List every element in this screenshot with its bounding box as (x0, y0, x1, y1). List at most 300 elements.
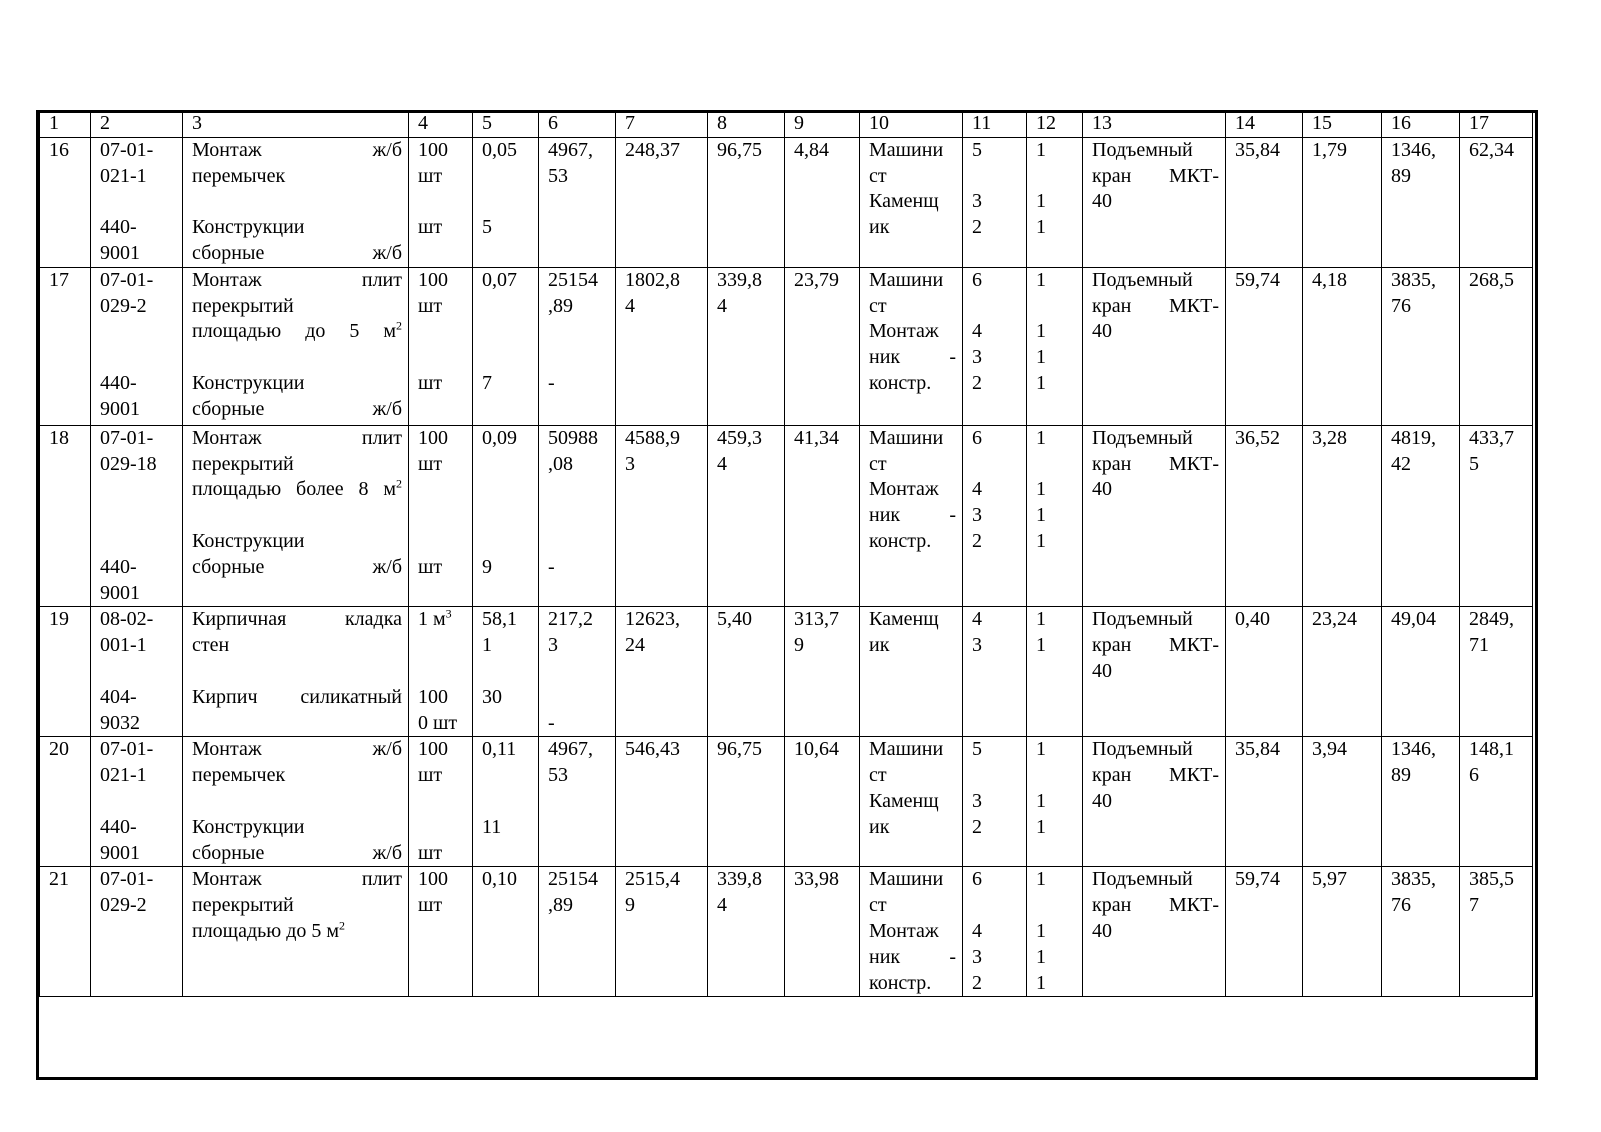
cell-line: - (548, 371, 555, 394)
cell-labor-unit (708, 607, 785, 737)
cell-line: перекрытий (192, 894, 294, 917)
cell-line: 4 (717, 452, 727, 475)
cell-line (1036, 893, 1076, 919)
cell-line: кран МКТ- (1092, 634, 1219, 657)
cell-line (100, 529, 176, 555)
cell-line: 0,07 (482, 268, 517, 291)
cell-grade (963, 737, 1027, 867)
cell-line: Монтаж плит (192, 868, 402, 891)
cell-line: 029-2 (100, 894, 147, 917)
cell-line (418, 529, 466, 555)
cell-line: 1,79 (1312, 138, 1347, 161)
cell-line: 96,75 (717, 138, 762, 161)
cell-num (40, 425, 91, 607)
column-header: 17 (1460, 111, 1533, 138)
cell-line: 33,98 (794, 868, 839, 891)
cell-price (539, 867, 616, 997)
cell-c14 (1226, 425, 1303, 607)
cell-line (100, 477, 176, 503)
cell-line: 3 (972, 789, 982, 812)
cell-line (418, 345, 466, 371)
cell-line: 100 (418, 738, 448, 761)
cell-line: ник - (869, 504, 956, 527)
cell-line: 433,7 (1469, 426, 1514, 449)
cell-line: ст (869, 452, 887, 475)
cell-line: 440- (100, 216, 137, 239)
cell-num (40, 607, 91, 737)
cell-line: кран МКТ- (1092, 764, 1219, 787)
cell-unit (409, 137, 473, 267)
cell-line: 12623, (625, 608, 680, 631)
cell-line (418, 633, 466, 659)
cell-line: 148,1 (1469, 738, 1514, 761)
cell-price (539, 137, 616, 267)
cell-line: 1 (1036, 138, 1046, 161)
cell-line (100, 503, 176, 529)
cell-line: 1 (1036, 346, 1046, 369)
cell-line: 71 (1469, 634, 1489, 657)
cell-cost (616, 267, 708, 425)
cell-line: 08-02- (100, 608, 154, 631)
cell-c14 (1226, 607, 1303, 737)
cell-line: 1 (1036, 190, 1046, 213)
cell-line: ик (869, 815, 890, 838)
cell-line (548, 685, 609, 711)
cell-line: констр. (869, 371, 932, 394)
cell-cost (616, 607, 708, 737)
cell-line: 1346, (1391, 738, 1436, 761)
cell-line: 1 (1036, 608, 1046, 631)
cell-line: 58,1 (482, 608, 517, 631)
cell-line: ст (869, 164, 887, 187)
cell-line: ст (869, 894, 887, 917)
cell-labor-unit (708, 425, 785, 607)
cell-line: 7 (482, 371, 492, 394)
cell-line: 23,79 (794, 268, 839, 291)
cell-line: 9 (482, 555, 492, 578)
cell-line: 2 (972, 529, 982, 552)
cell-c14 (1226, 267, 1303, 425)
column-header: 2 (91, 111, 183, 138)
cell-line: 2849, (1469, 608, 1514, 631)
cell-grade (963, 267, 1027, 425)
cell-c17 (1460, 737, 1533, 867)
cell-line: 440- (100, 555, 137, 578)
column-header: 12 (1027, 111, 1083, 138)
cell-line: 3835, (1391, 268, 1436, 291)
cell-line: 3 (972, 945, 982, 968)
cell-profession (860, 267, 963, 425)
cell-line: 1802,8 (625, 268, 680, 291)
cell-line: перекрытий (192, 452, 294, 475)
cell-line: 339,8 (717, 268, 762, 291)
cell-line: Машини (869, 268, 944, 291)
cell-name (183, 737, 409, 867)
cell-line: 9032 (100, 711, 140, 734)
cell-c16 (1382, 607, 1460, 737)
cell-line: площадью более 8 $м^2$ (192, 476, 402, 501)
cell-line: 3 (625, 452, 635, 475)
cell-line: 53 (548, 764, 568, 787)
cell-line: 50988 (548, 426, 598, 449)
cell-line: Кирпич силикатный (192, 685, 402, 708)
cell-line (548, 529, 609, 555)
cell-line: констр. (869, 971, 932, 994)
cell-line: 76 (1391, 294, 1411, 317)
cell-line: 0,11 (482, 738, 517, 761)
cell-line: кран МКТ- (1092, 294, 1219, 317)
cell-line: 3,94 (1312, 738, 1347, 761)
cell-line: шт (418, 216, 443, 239)
cell-line: 440- (100, 815, 137, 838)
cell-line (418, 189, 466, 215)
cell-line (482, 189, 532, 215)
cell-c16 (1382, 867, 1460, 997)
cell-name (183, 867, 409, 997)
cell-line: сборные ж/б (192, 241, 402, 264)
cell-price (539, 607, 616, 737)
cell-line: 029-18 (100, 452, 157, 475)
cell-line: 9001 (100, 841, 140, 864)
cell-line: Подъемный (1092, 608, 1193, 631)
cell-cost (616, 867, 708, 997)
cell-c17 (1460, 867, 1533, 997)
cell-line: Подъемный (1092, 268, 1193, 291)
cell-c17 (1460, 607, 1533, 737)
cell-line: 100 (418, 138, 448, 161)
cell-line: 4967, (548, 738, 593, 761)
cell-unit (409, 267, 473, 425)
cell-line: Машини (869, 138, 944, 161)
cell-name (183, 137, 409, 267)
cell-labor-total (785, 425, 860, 607)
cell-unit (409, 607, 473, 737)
cell-line: 0,40 (1235, 608, 1270, 631)
cell-line (418, 815, 466, 841)
column-header: 7 (616, 111, 708, 138)
cell-line: 4 (972, 919, 982, 942)
cell-line: Монтаж плит (192, 426, 402, 449)
cell-unit (409, 867, 473, 997)
cell-line (548, 319, 609, 345)
cell-line: 23,24 (1312, 608, 1357, 631)
cell-line: 5 (1469, 452, 1479, 475)
cell-line: 1 (1036, 945, 1046, 968)
cell-line: 2 (972, 371, 982, 394)
cell-line: 546,43 (625, 738, 680, 761)
cell-line: 5,97 (1312, 868, 1347, 891)
cell-line: Конструкции (192, 216, 305, 239)
cell-line: 1 (1036, 268, 1046, 291)
cell-line: 9 (625, 894, 635, 917)
cell-c15 (1303, 607, 1382, 737)
column-header: 6 (539, 111, 616, 138)
cell-line: 40 (1092, 478, 1112, 501)
cell-num (40, 267, 91, 425)
cell-cost (616, 137, 708, 267)
cell-line: 268,5 (1469, 268, 1514, 291)
cell-line: 4 (717, 294, 727, 317)
cell-code (91, 267, 183, 425)
cell-line: 07-01- (100, 426, 154, 449)
column-header: 15 (1303, 111, 1382, 138)
column-header: 16 (1382, 111, 1460, 138)
cell-line: шт (418, 371, 443, 394)
cell-line: Подъемный (1092, 738, 1193, 761)
cell-c15 (1303, 137, 1382, 267)
column-header: 14 (1226, 111, 1303, 138)
cell-line (972, 763, 1020, 789)
cell-profession (860, 607, 963, 737)
column-header: 5 (473, 111, 539, 138)
column-header: 3 (183, 111, 409, 138)
cell-line: 1346, (1391, 138, 1436, 161)
cell-line: 25154 (548, 868, 598, 891)
cell-line: 17 (49, 268, 69, 291)
table-body (40, 111, 1533, 997)
cell-cost (616, 737, 708, 867)
cell-line: сборные ж/б (192, 555, 402, 578)
cell-line: 4,84 (794, 138, 829, 161)
cell-line (192, 503, 402, 529)
cell-grade (963, 867, 1027, 997)
cell-line: 029-2 (100, 294, 147, 317)
cell-line (972, 452, 1020, 478)
cell-line: 1 (1036, 320, 1046, 343)
cell-line: 35,84 (1235, 138, 1280, 161)
cell-line: 40 (1092, 919, 1112, 942)
cell-unit (409, 425, 473, 607)
cell-line (548, 345, 609, 371)
cell-grade (963, 607, 1027, 737)
cell-line (482, 529, 532, 555)
cell-code (91, 867, 183, 997)
cell-line: Машини (869, 738, 944, 761)
cell-line: 404- (100, 685, 137, 708)
cell-line: 40 (1092, 659, 1112, 682)
cell-line: 001-1 (100, 634, 147, 657)
cell-line: 100 (418, 868, 448, 891)
cell-code (91, 737, 183, 867)
cell-line: 9001 (100, 241, 140, 264)
cell-line: 3 (548, 634, 558, 657)
cell-line: 1 (1036, 478, 1046, 501)
cell-line: 4819, (1391, 426, 1436, 449)
cell-line: Монтаж (869, 320, 939, 343)
cell-c14 (1226, 867, 1303, 997)
cell-line: 3 (972, 634, 982, 657)
cell-labor-total (785, 867, 860, 997)
cell-line: ик (869, 216, 890, 239)
cell-line: Каменщ (869, 190, 939, 213)
cell-c16 (1382, 267, 1460, 425)
cell-line: 1 (1036, 815, 1046, 838)
cell-line: 4,18 (1312, 268, 1347, 291)
cell-line (482, 763, 532, 789)
cell-line: перекрытий (192, 294, 294, 317)
cell-name (183, 267, 409, 425)
cell-price (539, 737, 616, 867)
cell-line: 0,05 (482, 138, 517, 161)
cell-line: 1 (1036, 426, 1046, 449)
cell-qty (473, 425, 539, 607)
cell-line: 6 (972, 426, 982, 449)
cell-line: стен (192, 634, 230, 657)
cell-line: 5,40 (717, 608, 752, 631)
cell-line: 021-1 (100, 164, 147, 187)
cell-line: ,89 (548, 894, 573, 917)
cell-line: 6 (972, 268, 982, 291)
cell-line: 25154 (548, 268, 598, 291)
cell-line (100, 319, 176, 345)
cell-line: 49,04 (1391, 608, 1436, 631)
estimate-table (39, 110, 1533, 997)
column-header: 10 (860, 111, 963, 138)
cell-line: 07-01- (100, 738, 154, 761)
cell-line: - (548, 711, 555, 734)
cell-line: 40 (1092, 789, 1112, 812)
cell-qty (473, 267, 539, 425)
table-row (40, 607, 1533, 737)
cell-labor-unit (708, 267, 785, 425)
cell-line (548, 659, 609, 685)
cell-line: ик (869, 634, 890, 657)
cell-count (1027, 737, 1083, 867)
cell-line: 3 (972, 504, 982, 527)
cell-line: 6 (972, 868, 982, 891)
cell-c15 (1303, 425, 1382, 607)
table-row (40, 267, 1533, 425)
cell-line: - (548, 555, 555, 578)
cell-line (418, 319, 466, 345)
cell-line: Кирпичная кладка (192, 608, 402, 631)
cell-line: 24 (625, 634, 645, 657)
cell-line: сборные ж/б (192, 841, 402, 864)
cell-line (100, 659, 176, 685)
cell-line (192, 659, 402, 685)
cell-line (100, 345, 176, 371)
cell-line (1036, 452, 1076, 478)
column-header: 4 (409, 111, 473, 138)
cell-line (192, 345, 402, 371)
cell-line: шт (418, 894, 443, 917)
cell-line: 30 (482, 685, 502, 708)
cell-profession (860, 137, 963, 267)
cell-line: 385,5 (1469, 868, 1514, 891)
cell-line: 40 (1092, 320, 1112, 343)
table-row (40, 137, 1533, 267)
cell-line: 4967, (548, 138, 593, 161)
cell-line: ст (869, 294, 887, 317)
cell-labor-total (785, 137, 860, 267)
cell-line: шт (418, 164, 443, 187)
cell-line: 100 (418, 426, 448, 449)
cell-machine (1083, 607, 1226, 737)
cell-line: перемычек (192, 764, 286, 787)
header-row (40, 111, 1533, 138)
cell-line: 6 (1469, 764, 1479, 787)
cell-line: 5 (972, 138, 982, 161)
cell-line (1036, 294, 1076, 320)
cell-line: 07-01- (100, 268, 154, 291)
column-header: 1 (40, 111, 91, 138)
cell-machine (1083, 737, 1226, 867)
cell-machine (1083, 137, 1226, 267)
column-header: 8 (708, 111, 785, 138)
cell-line: 2 (972, 216, 982, 239)
cell-line: шт (418, 294, 443, 317)
cell-line (482, 503, 532, 529)
cell-line (418, 477, 466, 503)
cell-line: Монтаж (869, 919, 939, 942)
cell-num (40, 137, 91, 267)
cell-line: сборные ж/б (192, 397, 402, 420)
cell-line: 1 (1036, 919, 1046, 942)
cell-line: 5 (482, 216, 492, 239)
cell-line: 4 (625, 294, 635, 317)
cell-labor-total (785, 607, 860, 737)
cell-line: 53 (548, 164, 568, 187)
column-header: 13 (1083, 111, 1226, 138)
cell-line: 4 (972, 478, 982, 501)
cell-line: 459,3 (717, 426, 762, 449)
cell-labor-total (785, 267, 860, 425)
cell-c17 (1460, 137, 1533, 267)
cell-line: 248,37 (625, 138, 680, 161)
cell-c16 (1382, 425, 1460, 607)
cell-line: ,08 (548, 452, 573, 475)
cell-line: 10,64 (794, 738, 839, 761)
cell-line: 4588,9 (625, 426, 680, 449)
cell-c16 (1382, 137, 1460, 267)
cell-count (1027, 607, 1083, 737)
cell-c15 (1303, 267, 1382, 425)
cell-line (482, 319, 532, 345)
cell-line: 0,09 (482, 426, 517, 449)
cell-line: 36,52 (1235, 426, 1280, 449)
cell-line: 1 $м^3$ (418, 606, 452, 631)
cell-line: 96,75 (717, 738, 762, 761)
cell-line: Подъемный (1092, 138, 1193, 161)
table-row (40, 425, 1533, 607)
cell-line: 07-01- (100, 868, 154, 891)
cell-c14 (1226, 137, 1303, 267)
cell-labor-unit (708, 867, 785, 997)
cell-line (100, 789, 176, 815)
cell-line: 1 (1036, 971, 1046, 994)
cell-qty (473, 607, 539, 737)
cell-line: 021-1 (100, 764, 147, 787)
cell-line: 1 (1036, 504, 1046, 527)
cell-line: 0 шт (418, 711, 458, 734)
cell-line: 313,7 (794, 608, 839, 631)
cell-line (1036, 164, 1076, 190)
cell-c14 (1226, 737, 1303, 867)
cell-line: Подъемный (1092, 426, 1193, 449)
cell-line: 4 (972, 320, 982, 343)
cell-line: Монтаж плит (192, 268, 402, 291)
cell-line: 07-01- (100, 138, 154, 161)
cell-num (40, 737, 91, 867)
cell-machine (1083, 425, 1226, 607)
cell-line: 1 (1036, 216, 1046, 239)
cell-line: Каменщ (869, 608, 939, 631)
cell-line: 42 (1391, 452, 1411, 475)
cell-line (972, 164, 1020, 190)
cell-machine (1083, 267, 1226, 425)
cell-line: площадью до 5 $м^2$ (192, 918, 346, 942)
cell-line (192, 189, 402, 215)
